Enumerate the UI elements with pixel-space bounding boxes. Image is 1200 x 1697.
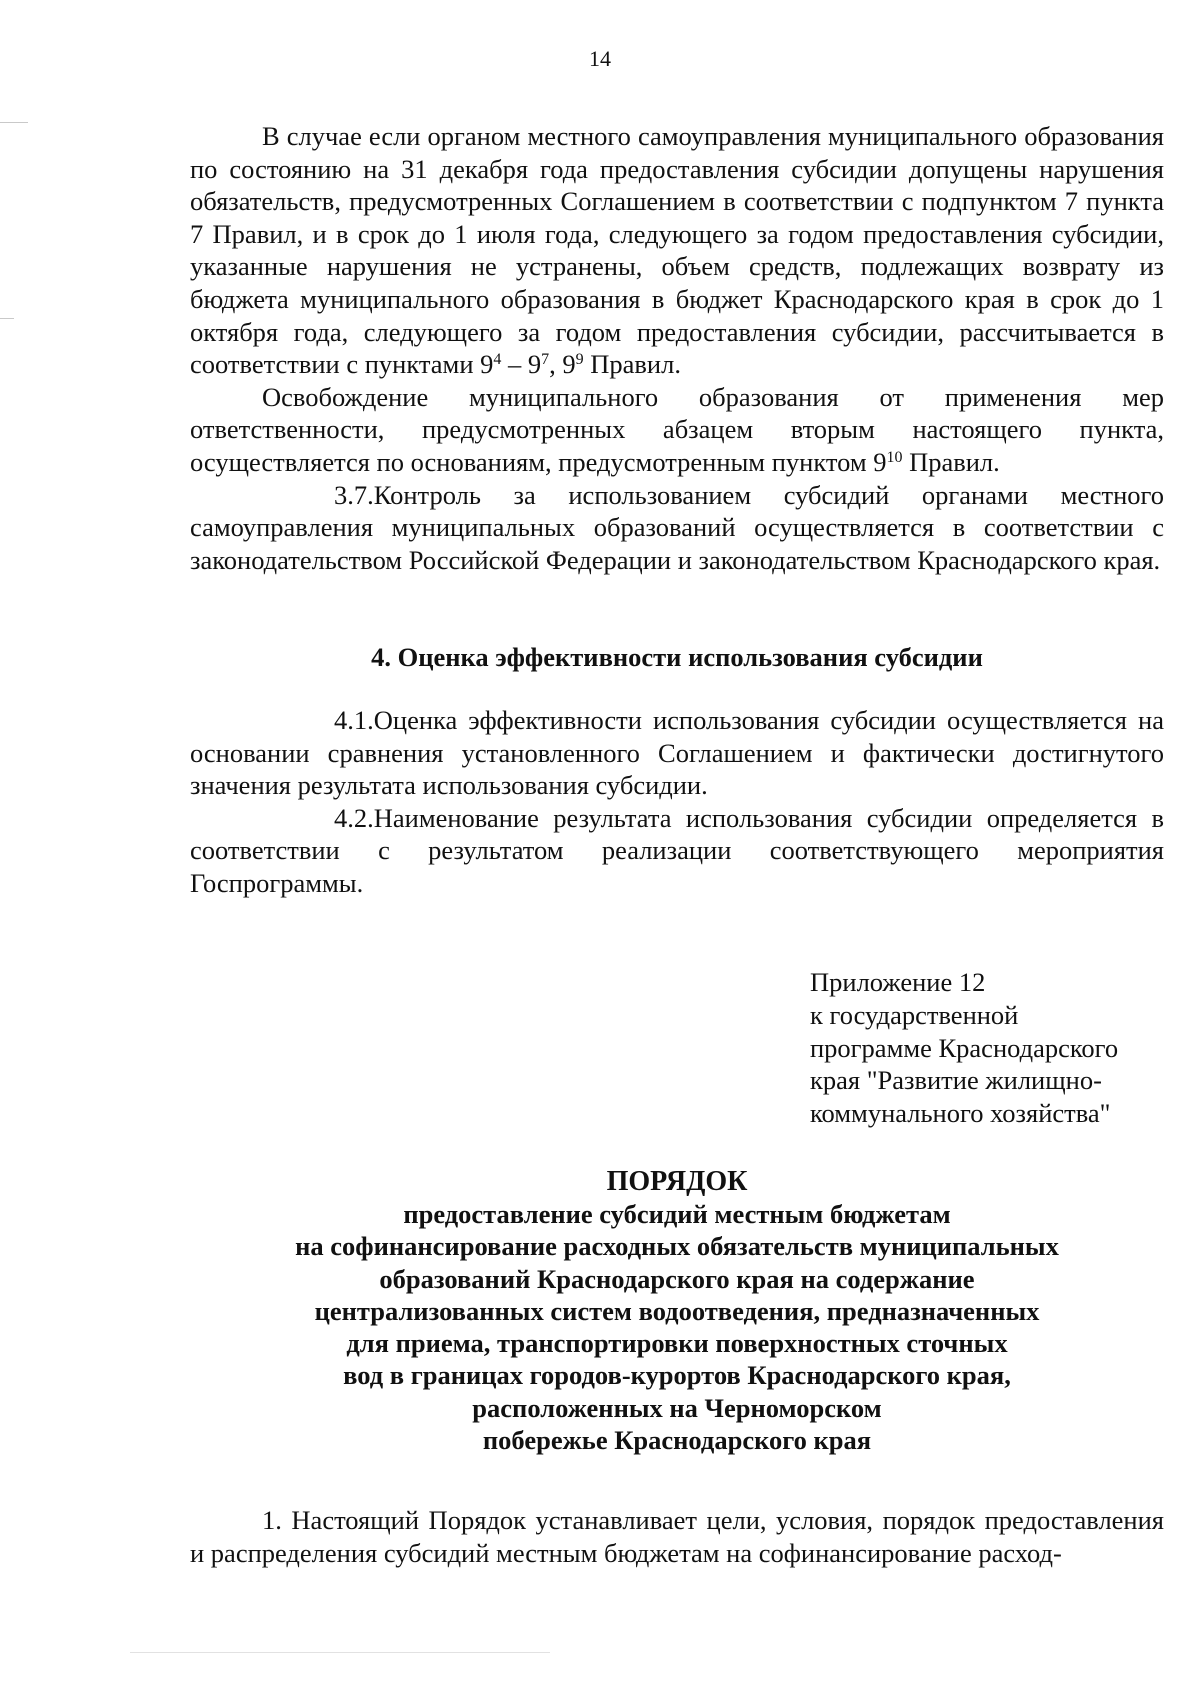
paragraph-violations-mid: , 9 bbox=[549, 349, 576, 380]
superscript: 7 bbox=[541, 351, 550, 369]
appendix-line: к государственной bbox=[810, 999, 1019, 1030]
paragraph-3-7-text: Контроль за использованием субсидий органами местного самоуправления муниципальных образований осуществляется в соответствии с законодательством Российской Федерации и законодательством Краснодарского края. bbox=[190, 479, 1164, 575]
subtitle-line: для приема, транспортировки поверхностных сточных bbox=[346, 1328, 1008, 1359]
subtitle-line: на софинансирование расходных обязательств муниципальных bbox=[295, 1231, 1059, 1262]
paragraph-violations-mid: – 9 bbox=[501, 349, 542, 380]
paragraph-violations-tail: Правил. bbox=[583, 349, 681, 380]
paragraph-3-7 bbox=[190, 479, 1164, 577]
paragraph-4-1-text: Оценка эффективности использования субсидии осуществляется на основании сравнения установленного Соглашением и фактически достигнутого значения результата использования субсидии. bbox=[190, 705, 1164, 801]
paragraph-exemption-text: Освобождение муниципального образования от применения мер ответственности, предусмотренных абзацем вторым настоящего пункта, осуществляется по основаниям, предусмотренным пунктом 9 bbox=[190, 381, 1164, 477]
section-3-text bbox=[190, 120, 1164, 576]
page-number: 14 bbox=[589, 46, 611, 71]
paragraph-exemption-tail: Правил. bbox=[902, 446, 1000, 477]
appendix-line: программе Краснодарского bbox=[810, 1032, 1119, 1063]
appendix-line: Приложение 12 bbox=[810, 967, 986, 997]
appendix-reference bbox=[810, 966, 1170, 1130]
section-4-heading: 4. Оценка эффективности использования субсидии bbox=[371, 642, 983, 672]
scan-artifact bbox=[0, 318, 14, 319]
document-title: ПОРЯДОК bbox=[606, 1166, 748, 1197]
paragraph-number: 4.2. bbox=[334, 802, 374, 833]
subtitle-line: вод в границах городов-курортов Краснодарского края, bbox=[343, 1360, 1011, 1391]
superscript: 9 bbox=[575, 351, 584, 369]
paragraph-4-2-text: Наименование результата использования субсидии определяется в соответствии с результатом реализации соответствующего мероприятия Госпрограммы. bbox=[190, 802, 1164, 898]
paragraph-1: 1. Настоящий Порядок устанавливает цели, условия, порядок предоставления и распределения субсидий местным бюджетам на софинансирование расход- bbox=[190, 1505, 1164, 1568]
subtitle-line: побережье Краснодарского края bbox=[482, 1425, 872, 1456]
subtitle-line: предоставление субсидий местным бюджетам bbox=[403, 1199, 951, 1229]
subtitle-line: образований Краснодарского края на содержание bbox=[379, 1263, 975, 1294]
scan-artifact bbox=[0, 122, 28, 123]
superscript: 4 bbox=[493, 351, 502, 369]
paragraph-number: 4.1. bbox=[334, 705, 374, 735]
document-subtitle bbox=[190, 1198, 1164, 1456]
scan-artifact bbox=[130, 1652, 550, 1653]
subtitle-line: расположенных на Черноморском bbox=[472, 1392, 882, 1423]
superscript: 10 bbox=[886, 448, 903, 466]
paragraph-violations-text: В случае если органом местного самоуправления муниципального образования по состоянию на 31 декабря года предоставления субсидии допущены нарушения обязательств, предусмотренных Соглашением в соответствии с подпунктом 7 пункта 7 Правил, и в срок до 1 июля года, следующего за годом предоставления субсидии, указанные нарушения не устранены, объем средств, подлежащих возврату из бюджета муниципального образования в бюджет Краснодарского края в срок до 1 октября года, следующего за годом предоставления субсидии, рассчитывается в соответствии с пунктами 9 bbox=[190, 121, 1164, 380]
appendix-line: коммунального хозяйства" bbox=[810, 1098, 1111, 1129]
section-4-text bbox=[190, 704, 1164, 900]
paragraph-violations bbox=[190, 120, 1164, 381]
subtitle-line: централизованных систем водоотведения, предназначенных bbox=[314, 1295, 1040, 1326]
paragraph-4-1 bbox=[190, 704, 1164, 802]
document-body bbox=[190, 1504, 1164, 1569]
appendix-line: края "Развитие жилищно- bbox=[810, 1065, 1102, 1096]
paragraph-4-2 bbox=[190, 802, 1164, 900]
paragraph-exemption bbox=[190, 381, 1164, 479]
paragraph-number: 3.7. bbox=[334, 479, 374, 510]
